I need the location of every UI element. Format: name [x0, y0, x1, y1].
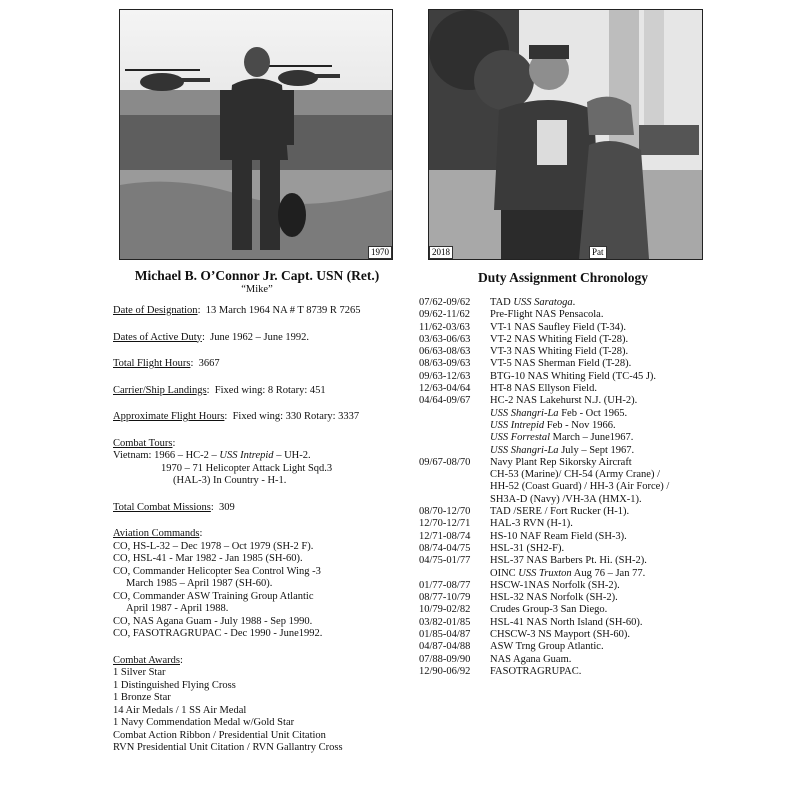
chronology-text: HSL-41 NAS North Island (SH-60).: [490, 616, 643, 628]
chronology-text: VT-2 NAS Whiting Field (T-28).: [490, 333, 629, 345]
award-item: 1 Silver Star: [113, 667, 166, 678]
combat-tours-label: Combat Tours: [113, 437, 173, 449]
landings-row: Carrier/Ship Landings: Fixed wing: 8 Rotary: 451: [113, 384, 326, 396]
navy-plant-detail: SH3A-D (Navy) /VH-3A (HMX-1).: [490, 493, 642, 505]
photo-year-right: 2018: [429, 246, 453, 259]
command-item: CO, FASOTRAGRUPAC - Dec 1990 - June1992.: [113, 628, 323, 639]
officer-name: Michael B. O’Connor Jr. Capt. USN (Ret.): [134, 268, 380, 283]
chronology-row: [419, 371, 719, 383]
chronology-row: [419, 395, 719, 407]
chronology-row: [419, 666, 719, 678]
chronology-list: [419, 297, 719, 678]
designation-value: 13 March 1964 NA # T 8739 R 7265: [205, 305, 361, 316]
chronology-date: 12/90-06/92: [419, 665, 471, 677]
chronology-date: 03/82-01/85: [419, 616, 471, 628]
landings-label: Carrier/Ship Landings: [113, 384, 207, 396]
combat-awards-label: Combat Awards: [113, 654, 180, 666]
chronology-date: 10/79-02/82: [419, 604, 471, 616]
chronology-row: [419, 322, 719, 334]
photo-year-left: 1970: [368, 246, 392, 259]
command-item: March 1985 – April 1987 (SH-60).: [126, 578, 273, 589]
command-item: CO, HS-L-32 – Dec 1978 – Oct 1979 (SH-2 F).: [113, 540, 314, 552]
chronology-text: HT-8 NAS Ellyson Field.: [490, 383, 597, 395]
active-duty-row: Dates of Active Duty: June 1962 – June 1992.: [113, 331, 309, 343]
chronology-date: 07/88-09/90: [419, 653, 471, 665]
approx-hours-row: Approximate Flight Hours: Fixed wing: 330 Rotary: 3337: [113, 411, 360, 422]
chronology-row: [419, 617, 719, 629]
combat-tour-ship: USS Intrepid: [219, 450, 274, 461]
combat-tours: Combat Tours: Vietnam: 1966 – HC-2 – USS Intrepid – UH-2. 1970 – 71 Helicopter Attack Light Sqd.3 (HAL-3) In Country - H-1.: [113, 438, 413, 488]
chronology-row: [419, 506, 719, 518]
chronology-date: 08/63-09/63: [419, 358, 471, 370]
award-item: 1 Navy Commendation Medal w/Gold Star: [113, 717, 295, 728]
chronology-date: 04/87-04/88: [419, 641, 471, 653]
chronology-date: 12/71-08/74: [419, 530, 471, 542]
designation-row: Date of Designation: 13 March 1964 NA # T 8739 R 7265: [113, 305, 361, 316]
chronology-row: [419, 641, 719, 653]
chronology-row: [419, 518, 719, 530]
flight-hours-label: Total Flight Hours: [113, 358, 191, 369]
chronology-text: HSL-31 (SH2-F).: [490, 542, 565, 554]
flight-hours-row: Total Flight Hours: 3667: [113, 358, 220, 369]
chronology-row: [419, 309, 719, 321]
chronology-text: VT-5 NAS Sherman Field (T-28).: [490, 358, 632, 370]
aviation-commands: Aviation Commands: CO, HS-L-32 – Dec 1978 – Oct 1979 (SH-2 F). CO, HSL-41 - Mar 1982 - Jan 1985 (SH-60). CO, Commander Helicopter Sea Control Wing -3 March 1985 – April 1987 (SH-60). CO, Commander ASW Training Group Atlantic April 1987 - April 1988. CO, NAS Agana Guam - July 1988 - Sep 1990. CO, FASOTRAGRUPAC - Dec 1990 - June1992.: [113, 528, 413, 641]
chronology-text: TAD USS Saratoga.: [490, 297, 576, 308]
chronology-text: NAS Agana Guam.: [490, 653, 572, 665]
chronology-text: CHSCW-3 NS Mayport (SH-60).: [490, 629, 631, 641]
chronology-row: [419, 654, 719, 666]
designation-label: Date of Designation: [113, 305, 198, 316]
command-item: CO, HSL-41 - Mar 1982 - Jan 1985 (SH-60).: [113, 553, 303, 564]
chronology-text: HSL-37 NAS Barbers Pt. Hi. (SH-2).: [490, 555, 647, 567]
navy-plant-detail: HH-52 (Coast Guard) / HH-3 (Air Force) /: [490, 481, 670, 493]
chronology-date: 12/63-04/64: [419, 383, 471, 395]
combat-tour-1970: 1970 – 71 Helicopter Attack Light Sqd.3: [161, 462, 333, 474]
chronology-text: ASW Trng Group Atlantic.: [490, 641, 604, 653]
aviation-commands-label: Aviation Commands: [113, 528, 200, 539]
chronology-text: BTG-10 NAS Whiting Field (TC-45 J).: [490, 370, 657, 382]
service-summary: [113, 305, 413, 755]
chronology-text: TAD /SERE / Fort Rucker (H-1).: [490, 506, 630, 518]
active-duty-label: Dates of Active Duty: [113, 331, 202, 343]
chronology-text: VT-1 NAS Saufley Field (T-34).: [490, 321, 627, 333]
chronology-text: HSCW-1NAS Norfolk (SH-2).: [490, 579, 620, 591]
flight-hours-value: 3667: [198, 358, 220, 369]
chronology-date: 03/63-06/63: [419, 333, 471, 345]
chronology-row: [419, 580, 719, 592]
chronology-row: [419, 592, 719, 604]
combat-tour-1966: [113, 450, 413, 463]
chronology-text: Navy Plant Rep Sikorsky Aircraft: [490, 456, 632, 468]
officer-nickname: “Mike”: [241, 284, 273, 295]
soldier-helicopter-image: [120, 10, 392, 259]
combat-tour-hal3: (HAL-3) In Country - H-1.: [173, 475, 287, 486]
approx-hours-value: Fixed wing: 330 Rotary: 3337: [232, 411, 360, 422]
chronology-text: VT-3 NAS Whiting Field (T-28).: [490, 346, 629, 358]
chronology-row: [419, 604, 719, 616]
chronology-date: 09/63-12/63: [419, 370, 471, 382]
chronology-text: FASOTRAGRUPAC.: [490, 665, 582, 677]
award-item: 14 Air Medals / 1 SS Air Medal: [113, 704, 247, 716]
oinc-detail: OINC USS Truxton Aug 76 – Jan 77.: [490, 567, 646, 579]
chronology-row: [419, 457, 719, 469]
chronology-title: Duty Assignment Chronology: [477, 270, 649, 285]
chronology-date: 04/75-01/77: [419, 555, 471, 567]
award-item: 1 Distinguished Flying Cross: [113, 679, 236, 691]
chronology-date: 07/62-09/62: [419, 297, 471, 308]
approx-hours-label: Approximate Flight Hours: [113, 411, 225, 422]
chronology-row: [419, 531, 719, 543]
chronology-text: HSL-32 NAS Norfolk (SH-2).: [490, 592, 618, 604]
award-item: RVN Presidential Unit Citation / RVN Gallantry Cross: [113, 742, 343, 753]
chronology-date: 12/70-12/71: [419, 518, 471, 530]
award-item: Combat Action Ribbon / Presidential Unit Citation: [113, 729, 326, 741]
chronology-date: 11/62-03/63: [419, 321, 470, 333]
chronology-text: Pre-Flight NAS Pensacola.: [490, 309, 604, 321]
navy-plant-detail: CH-53 (Marine)/ CH-54 (Army Crane) /: [490, 469, 660, 481]
chronology-text: HC-2 NAS Lakehurst N.J. (UH-2).: [490, 395, 638, 407]
command-item: CO, Commander ASW Training Group Atlantic: [113, 590, 314, 602]
chronology-date: 09/67-08/70: [419, 456, 471, 468]
award-item: 1 Bronze Star: [113, 692, 171, 703]
chronology-row: [419, 358, 719, 370]
command-item: CO, NAS Agana Guam - July 1988 - Sep 1990.: [113, 615, 313, 627]
chronology-row: [419, 334, 719, 346]
photo-2018: [428, 9, 703, 260]
combat-tour-prefix: Vietnam: 1966 – HC-2 –: [113, 450, 220, 461]
chronology-text: HS-10 NAF Ream Field (SH-3).: [490, 530, 627, 542]
combat-awards: Combat Awards: 1 Silver Star 1 Distinguished Flying Cross 1 Bronze Star 14 Air Medals / 1 SS Air Medal 1 Navy Commendation Medal w/Gold Star Combat Action Ribbon / Presidential Unit Citation RVN Presidential Unit Citation / RVN Gallantry Cross: [113, 655, 413, 755]
chronology-date: 08/77-10/79: [419, 592, 471, 604]
missions-row: Total Combat Missions: 309: [113, 501, 235, 513]
chronology-date: 04/64-09/67: [419, 395, 471, 407]
chronology-row: [419, 346, 719, 358]
chronology-text: HAL-3 RVN (H-1).: [490, 518, 573, 530]
chronology-text: Crudes Group-3 San Diego.: [490, 604, 608, 616]
hc2-deployment: USS Shangri-La Feb - Oct 1965.: [490, 407, 628, 419]
chronology-date: 08/74-04/75: [419, 542, 471, 554]
photo-1970: [119, 9, 393, 260]
landings-value: Fixed wing: 8 Rotary: 451: [214, 384, 326, 396]
chronology-row: [419, 297, 719, 309]
chronology-row: [419, 555, 719, 567]
combat-tour-suffix: – UH-2.: [273, 450, 311, 461]
chronology-date: 08/70-12/70: [419, 506, 471, 518]
couple-image: [429, 10, 702, 259]
chronology-date: 09/62-11/62: [419, 309, 470, 321]
photo-caption-pat: Pat: [589, 246, 607, 259]
chronology-date: 01/77-08/77: [419, 579, 471, 591]
command-item: April 1987 - April 1988.: [126, 603, 229, 614]
hc2-deployment: USS Forrestal March – June1967.: [490, 432, 634, 444]
chronology-row: [419, 543, 719, 555]
hc2-deployment: USS Shangri-La July – Sept 1967.: [490, 444, 635, 456]
active-duty-value: June 1962 – June 1992.: [210, 331, 309, 343]
missions-value: 309: [219, 501, 235, 513]
missions-label: Total Combat Missions: [113, 501, 211, 513]
chronology-date: 06/63-08/63: [419, 346, 471, 358]
command-item: CO, Commander Helicopter Sea Control Wing -3: [113, 565, 321, 577]
chronology-row: [419, 383, 719, 395]
hc2-deployment: USS Intrepid Feb - Nov 1966.: [490, 419, 616, 431]
chronology-date: 01/85-04/87: [419, 629, 471, 641]
chronology-row: [419, 629, 719, 641]
